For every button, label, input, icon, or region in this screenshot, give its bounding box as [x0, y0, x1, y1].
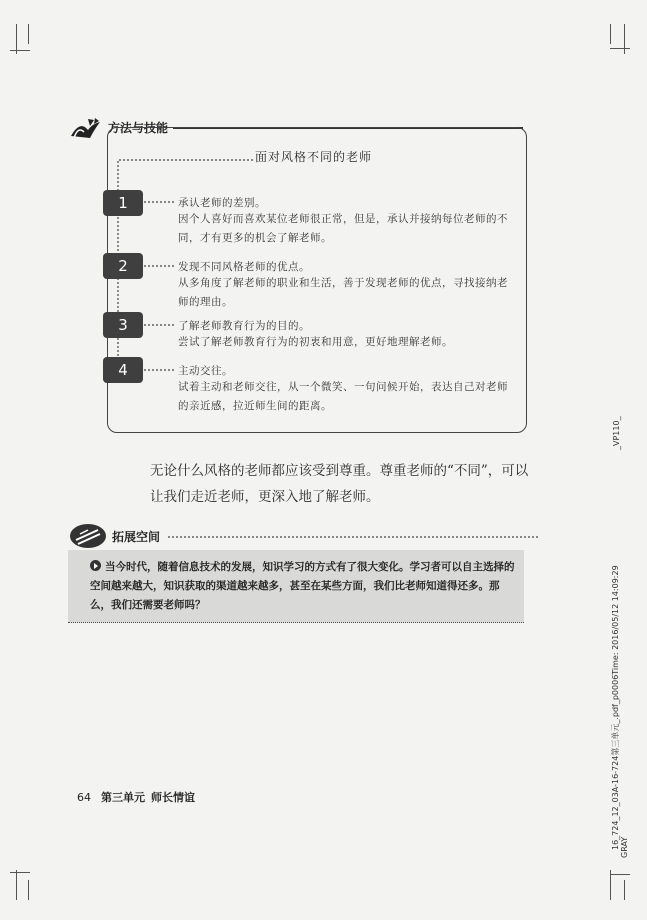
lead-paragraph: 无论什么风格的老师都应该受到尊重。尊重老师的“不同”，可以让我们走近老师，更深入地了解老师。 [150, 463, 529, 505]
step-title: 承认老师的差别。 [178, 197, 266, 209]
extend-body [90, 558, 515, 615]
step-title: 主动交往。 [178, 365, 233, 377]
extend-body-text: 当今时代，随着信息技术的发展，知识学习的方式有了很大变化。学习者可以自主选择的空间越来越大，知识获取的渠道越来越多，甚至在某些方面，我们比老师知道得还多。那么，我们还需要老师吗？ [90, 561, 515, 611]
unit-title: 师长情谊 [151, 791, 195, 804]
crop-mark [624, 24, 625, 54]
crop-mark [16, 870, 17, 900]
page-number: 64 [77, 791, 91, 804]
crop-mark [610, 874, 630, 875]
extend-dotted-rule [168, 536, 538, 538]
unit-label: 第三单元 [101, 791, 145, 804]
guide-title: 面对风格不同的老师 [255, 150, 373, 164]
print-gray-label: GRAY [620, 836, 629, 858]
step-number-badge: 3 [103, 312, 143, 338]
step-body: 试着主动和老师交往，从一个微笑、一句问候开始，表达自己对老师的亲近感，拉近师生间的距离。 [178, 381, 508, 412]
crop-mark [28, 880, 29, 900]
page-footer [77, 789, 195, 805]
method-skill-icon [68, 116, 104, 140]
step-number-badge: 4 [103, 357, 143, 383]
method-section-title: 方法与技能 [108, 121, 169, 135]
step-number-badge: 1 [103, 190, 143, 216]
extend-section-title: 拓展空间 [112, 530, 161, 544]
step-number-badge: 2 [103, 253, 143, 279]
extend-section-header [68, 522, 538, 550]
crop-mark [28, 24, 29, 44]
step-body: 尝试了解老师教育行为的初衷和用意，更好地理解老师。 [178, 336, 453, 348]
crop-mark [10, 872, 30, 873]
print-code: _VP110_ [612, 416, 621, 450]
step-body: 从多角度了解老师的职业和生活，善于发现老师的优点，寻找接纳老师的理由。 [178, 277, 508, 308]
step-title: 发现不同风格老师的优点。 [178, 261, 310, 273]
step-title: 了解老师教育行为的目的。 [178, 320, 310, 332]
crop-mark [10, 50, 30, 51]
play-bullet-icon [90, 560, 101, 571]
print-file-info: 16_724_12_03A-16-724第三单元_.pdf_p0006Time: 2016/05/12 14:09:29 [611, 565, 620, 850]
crop-mark [610, 48, 630, 49]
crop-mark [610, 24, 611, 44]
crop-mark [624, 880, 625, 900]
extend-space-icon [68, 522, 108, 550]
step-body: 因个人喜好而喜欢某位老师很正常，但是，承认并接纳每位老师的不同，才有更多的机会了解老师。 [178, 213, 508, 244]
